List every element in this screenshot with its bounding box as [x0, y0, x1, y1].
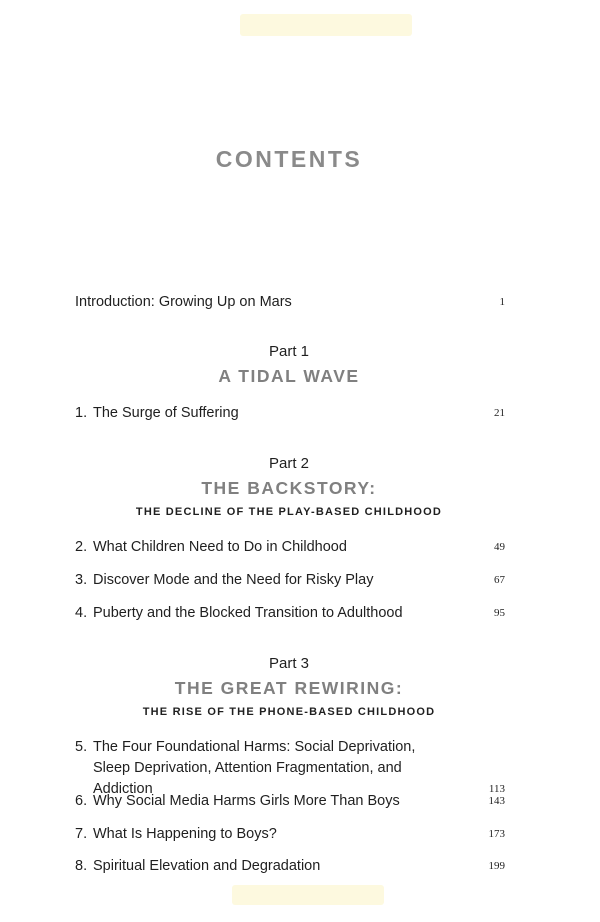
highlight-mark-bottom [232, 885, 384, 905]
chapter-number: 1. [75, 405, 88, 421]
part-3-subtitle: THE RISE OF THE PHONE-BASED CHILDHOOD [142, 706, 436, 718]
highlight-mark-top [240, 14, 412, 36]
toc-entry-chapter-1[interactable] [75, 403, 505, 424]
toc-entry-title: Discover Mode and the Need for Risky Play [93, 572, 374, 588]
toc-entry-chapter-3[interactable] [75, 570, 505, 591]
toc-page-number: 113 [488, 783, 505, 795]
part-3-title: THE GREAT REWIRING: [174, 678, 404, 698]
toc-page-number: 143 [488, 795, 505, 807]
part-1-title: A TIDAL WAVE [218, 366, 360, 386]
toc-entry-title: The Four Foundational Harms: Social Deprivation, [93, 739, 416, 755]
part-2-label: Part 2 [268, 455, 310, 472]
toc-entry-title: Why Social Media Harms Girls More Than Boys [93, 793, 400, 809]
chapter-number: 5. [75, 739, 88, 755]
part-1-label: Part 1 [268, 343, 310, 360]
toc-page-number: 95 [494, 607, 505, 619]
chapter-number: 8. [75, 858, 88, 874]
toc-page-number: 49 [494, 541, 505, 553]
chapter-number: 6. [75, 793, 88, 809]
toc-entry-title: What Is Happening to Boys? [93, 826, 277, 842]
chapter-number: 3. [75, 572, 88, 588]
chapter-number: 2. [75, 539, 88, 555]
toc-entry-chapter-2[interactable] [75, 537, 505, 558]
toc-entry-chapter-8[interactable] [75, 856, 505, 877]
toc-entry-title: Introduction: Growing Up on Mars [75, 294, 292, 310]
part-3-label: Part 3 [268, 655, 310, 672]
toc-entry-title: Spiritual Elevation and Degradation [93, 858, 321, 874]
toc-entry-chapter-7[interactable] [75, 824, 505, 845]
toc-entry-title: Puberty and the Blocked Transition to Adulthood [93, 605, 403, 621]
chapter-number: 4. [75, 605, 88, 621]
part-2-subtitle: THE DECLINE OF THE PLAY-BASED CHILDHOOD [135, 506, 443, 518]
toc-page-number: 173 [488, 828, 505, 840]
toc-entry-title: What Children Need to Do in Childhood [93, 539, 347, 555]
toc-entry-chapter-6[interactable] [75, 791, 505, 812]
toc-entry-title: The Surge of Suffering [93, 405, 239, 421]
chapter-number: 7. [75, 826, 88, 842]
toc-entry-title-continued: Sleep Deprivation, Attention Fragmentation, and Addiction [93, 760, 402, 797]
part-2-title: THE BACKSTORY: [201, 478, 377, 498]
page-title: CONTENTS [215, 146, 363, 172]
toc-entry-chapter-4[interactable] [75, 603, 505, 624]
toc-entry-introduction[interactable] [75, 292, 505, 313]
toc-page-number: 1 [499, 296, 505, 308]
toc-page-number: 21 [494, 407, 505, 419]
toc-page-number: 67 [494, 574, 505, 586]
toc-page-number: 199 [488, 860, 505, 872]
